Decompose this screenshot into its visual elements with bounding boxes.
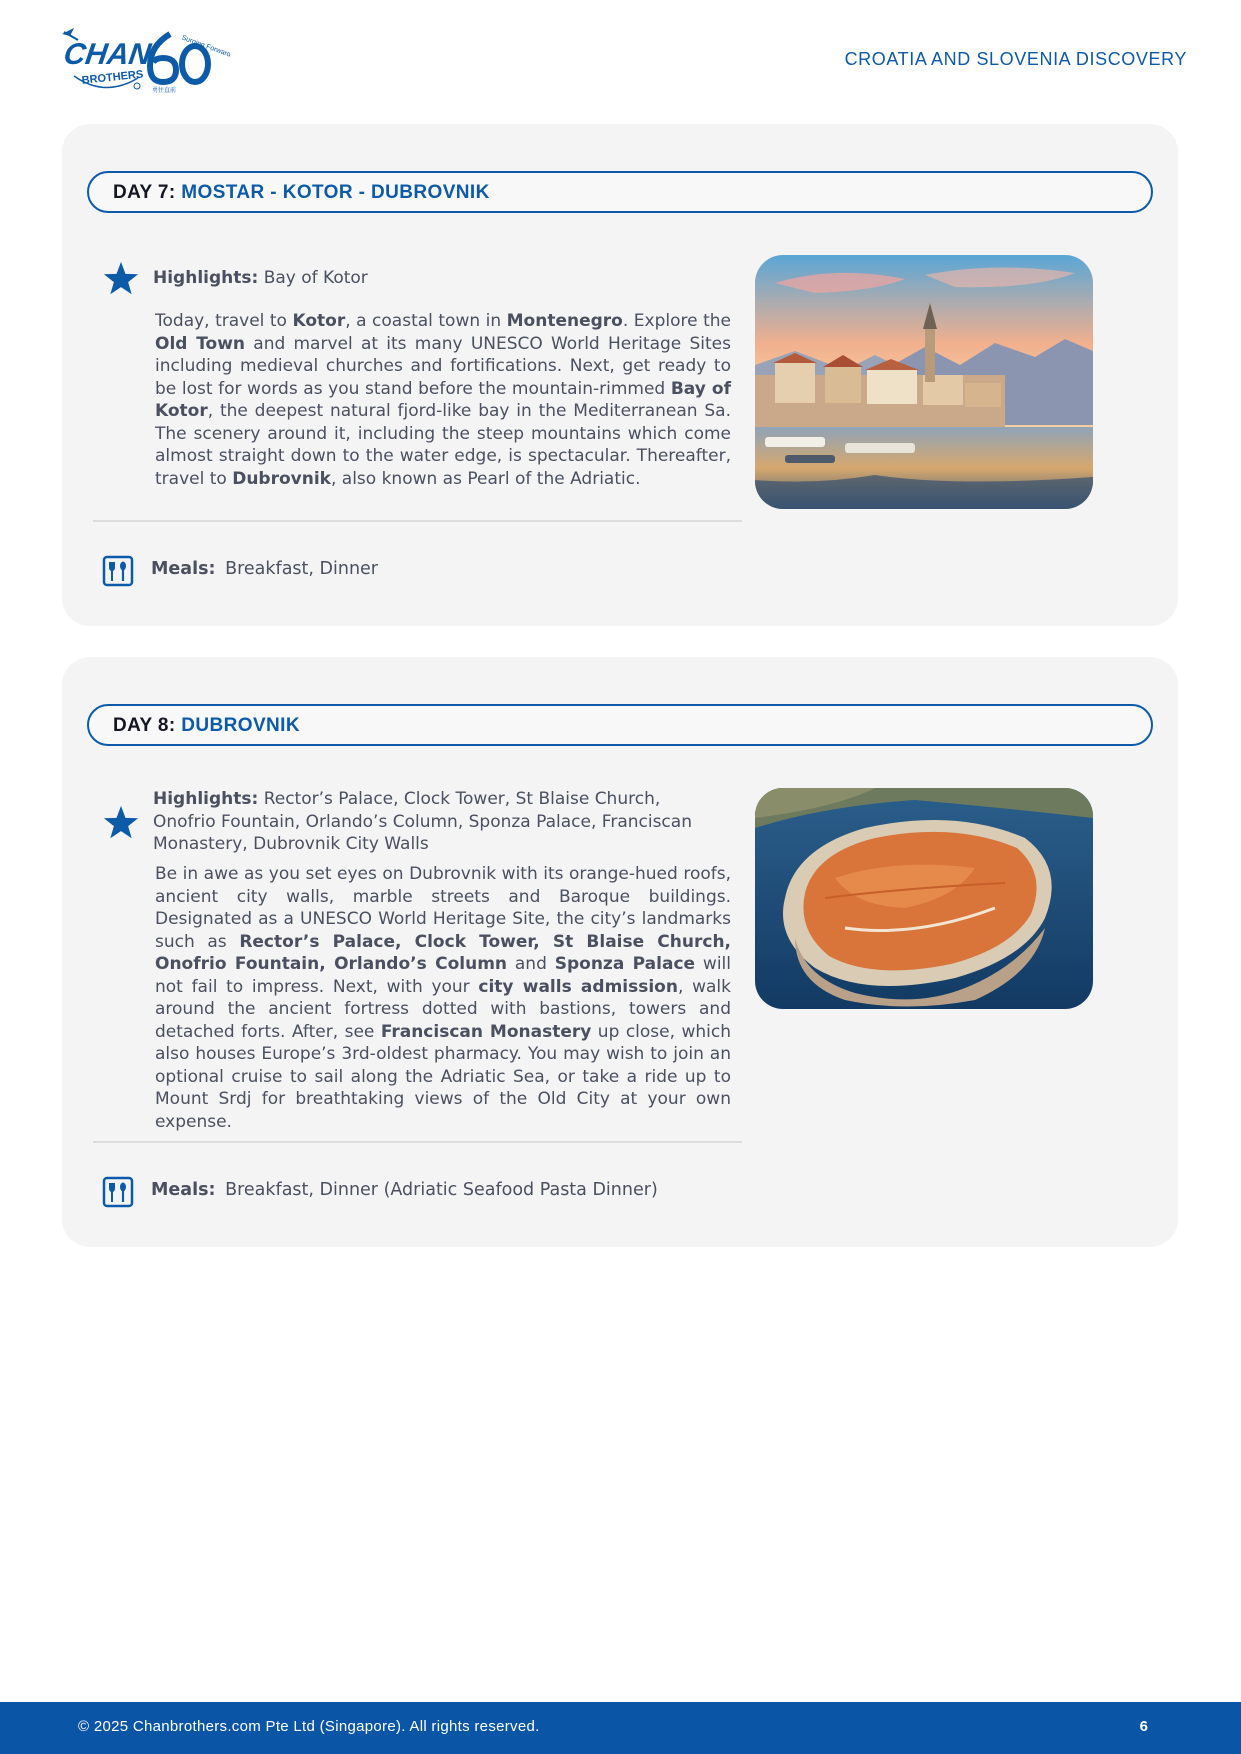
copyright: © 2025 Chanbrothers.com Pte Ltd (Singapore). All rights reserved. [78,1718,540,1735]
star-icon [102,260,140,298]
walled-old-city-aerial-photo [755,788,1093,1009]
footer [0,1702,1241,1754]
day-7-card [62,124,1178,626]
bold-text-run: city walls admission [478,976,678,997]
town-by-bay-photo [755,255,1093,509]
highlights [153,267,733,290]
bold-text-run: Dubrovnik [232,468,331,489]
star-icon [102,804,140,842]
page-number: 6 [1139,1718,1148,1735]
text-run: , walk around the ancient fortress dotted with bastions, towers and detached forts. After, see [155,976,731,1042]
bold-text-run: Bay of Kotor [155,378,732,421]
svg-text:CHAN: CHAN [61,38,153,71]
highlights-text: Bay of Kotor [263,268,368,288]
chan-brothers-logo [60,26,230,96]
meals-label: Meals: [151,1180,216,1200]
text-run: . Explore the [622,311,731,331]
day-description [155,310,731,490]
highlights-text: Rector’s Palace, Clock Tower, St Blaise Church, Onofrio Fountain, Orlando’s Column, Sponza Palace, Franciscan Monastery, Dubrovnik City Walls [153,789,692,854]
highlights-label: Highlights: [153,268,259,288]
text-run: , also known as Pearl of the Adriatic. [330,468,641,489]
bold-text-run: Montenegro [506,311,623,331]
meals-label: Meals: [151,559,216,579]
document-title: CROATIA AND SLOVENIA DISCOVERY [844,49,1187,69]
text-run: Be in awe as you set eyes on Dubrovnik with its orange-hued roofs, ancient city walls, marble streets and Baroque buildings. Designated as a UNESCO World Heritage Site, the city’s landmarks such as [155,864,731,952]
day-description [155,863,731,1133]
highlights [153,788,727,856]
bold-text-run: Rector’s Palace, Clock Tower, St Blaise Church, Onofrio Fountain, Orlando’s Column [155,931,731,974]
svg-text:勇往直前: 勇往直前 [152,88,177,94]
text-run: Today, travel to [155,311,293,331]
divider [93,1141,742,1143]
svg-text:Surging Forward: Surging Forward [180,34,230,59]
text-run: , the deepest natural fjord-like bay in the Mediterranean Sa. The scenery around it, including the steep mountains which come almost straight down to the water edge, is spectacular. Thereafter, travel to [155,401,731,489]
text-run: and [507,954,555,974]
utensils-icon [102,555,134,587]
text-run: and marvel at its many UNESCO World Heritage Sites including medieval churches and fortifications. Next, get ready to be lost for words as you stand before the mountain-rimmed [155,333,731,399]
meals-text: Breakfast, Dinner [225,559,379,579]
svg-text:BROTHERS: BROTHERS [81,68,144,87]
day-8-card [62,657,1178,1247]
text-run: will not fail to impress. Next, with your [155,954,731,997]
bold-text-run: Sponza Palace [554,954,696,974]
day-header [87,171,1153,213]
day-header [87,704,1153,746]
bold-text-run: Old Town [155,333,246,354]
day-label: DAY 8: [113,715,176,736]
text-run: up close, which also houses Europe’s 3rd-oldest pharmacy. You may wish to join an optional cruise to sail along the Adriatic Sea, or take a ride up to Mount Srdj for breathtaking views of the Old City at your own expense. [155,1021,731,1132]
bold-text-run: Kotor [292,311,346,331]
meals [151,1180,658,1200]
text-run: , a coastal town in [345,311,507,331]
day-label: DAY 7: [113,182,176,203]
bold-text-run: Franciscan Monastery [380,1021,592,1042]
day-destination: MOSTAR - KOTOR - DUBROVNIK [181,182,490,203]
divider [93,520,742,522]
utensils-icon [102,1176,134,1208]
day-destination: DUBROVNIK [181,715,300,736]
highlights-label: Highlights: [153,789,259,809]
meals-text: Breakfast, Dinner (Adriatic Seafood Pasta Dinner) [225,1180,658,1200]
meals [151,559,378,579]
